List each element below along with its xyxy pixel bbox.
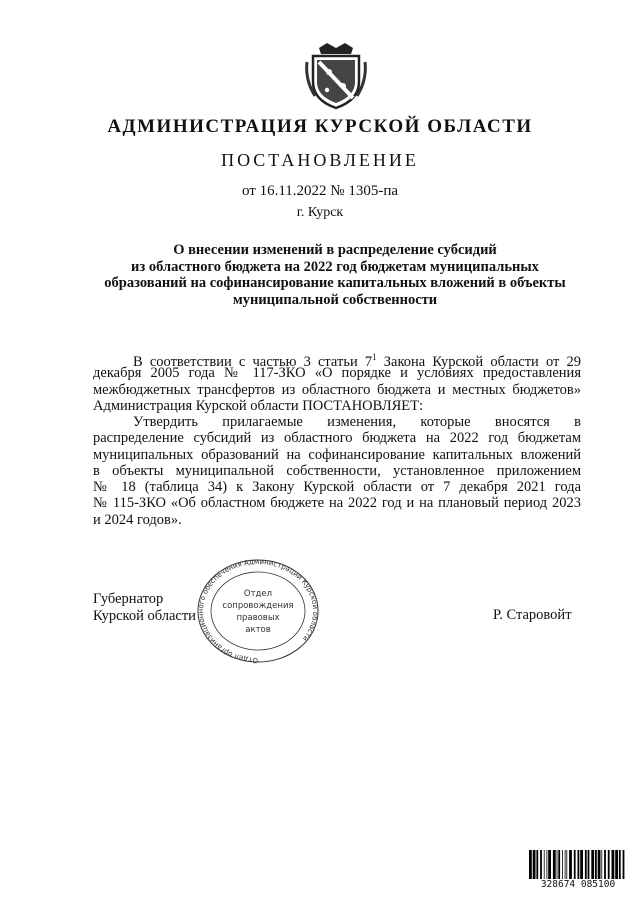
- paragraph-line: в объекты муниципальной собственности, установленное приложением: [93, 462, 581, 479]
- signer-name: Р. Старовойт: [493, 607, 572, 623]
- barcode-bar: [588, 850, 590, 880]
- stamp-line: актов: [245, 625, 271, 635]
- barcode-bar: [540, 850, 542, 880]
- barcode-bar: [615, 850, 618, 880]
- barcode-bar: [565, 850, 566, 880]
- barcode-bar: [598, 850, 601, 880]
- barcode-bar: [595, 850, 597, 880]
- barcode-bar: [558, 850, 560, 880]
- barcode-bar: [566, 850, 567, 880]
- paragraph-line: распределение субсидий из областного бюджета на 2022 год бюджетам: [93, 430, 581, 447]
- organization-name: АДМИНИСТРАЦИЯ КУРСКОЙ ОБЛАСТИ: [107, 116, 533, 137]
- barcode-bar: [578, 850, 580, 880]
- barcode-bar: [619, 850, 621, 880]
- paragraph-line: В соответствии с частью 3 статьи $7^1$ Закона Курской области от 29: [133, 352, 582, 370]
- barcode-bar: [574, 850, 576, 880]
- barcode-bar: [536, 850, 538, 880]
- paragraph-line: и 2024 годов».: [93, 511, 182, 528]
- paragraph-line: Утвердить прилагаемые изменения, которые вносятся в: [133, 414, 581, 430]
- paragraph-line: Администрация Курской области ПОСТАНОВЛЯЕТ:: [93, 397, 424, 414]
- barcode-bar: [547, 850, 548, 880]
- barcode-bar: [612, 850, 615, 880]
- body-paragraph-1: [93, 349, 581, 414]
- barcode-bar: [544, 850, 545, 880]
- subject-line: образований на софинансирование капитальных вложений в объекты: [104, 275, 566, 291]
- document-subject: [90, 242, 580, 308]
- barcode-bar: [553, 850, 556, 880]
- barcode-bar: [569, 850, 572, 880]
- barcode-bar: [585, 850, 587, 880]
- barcode-bar: [580, 850, 583, 880]
- paragraph-line: № 18 (таблица 34) к Закону Курской области от 7 декабря 2021 года: [93, 479, 581, 496]
- barcode-bar: [557, 850, 558, 880]
- document-type: ПОСТАНОВЛЕНИЕ: [221, 150, 419, 170]
- body-paragraph-2: [93, 414, 581, 528]
- barcode-number: 328674 085100: [528, 879, 628, 890]
- coat-of-arms-icon: [305, 40, 367, 110]
- paragraph-line: декабря 2005 года № 117-ЗКО «О порядке и условиях предоставления: [93, 365, 581, 382]
- svg-text:Отдел организационного обеспеч: [197, 558, 319, 664]
- document-date-number: от 16.11.2022 № 1305-па: [241, 183, 399, 199]
- document-city: г. Курск: [296, 205, 344, 220]
- barcode-bar: [529, 850, 532, 880]
- barcode-bar: [604, 850, 606, 880]
- stamp-line: сопровождения: [222, 601, 294, 611]
- paragraph-line: муниципальных образований на софинансирование капитальных вложений: [93, 446, 581, 463]
- office-stamp: [193, 558, 323, 668]
- subject-line: муниципальной собственности: [232, 291, 438, 308]
- barcode-bar: [548, 850, 551, 880]
- paragraph-line: № 115-ЗКО «Об областном бюджете на 2022 год и на плановый период 2023: [93, 495, 581, 512]
- barcode-bar: [562, 850, 563, 880]
- barcode-bar: [591, 850, 594, 880]
- subject-line: О внесении изменений в распределение субсидий: [173, 242, 497, 258]
- paragraph-line: межбюджетных трансфертов из областного бюджета и местных бюджетов»: [93, 381, 581, 398]
- barcode-bar: [601, 850, 602, 880]
- stamp-ring-text: Отдел организационного обеспечения Администрации Курской области: [197, 558, 320, 665]
- barcode-bar: [608, 850, 610, 880]
- subject-line: из областного бюджета на 2022 год бюджетам муниципальных: [131, 258, 539, 275]
- barcode-bar: [623, 850, 625, 880]
- stamp-line: Отдел: [243, 589, 273, 599]
- barcode-bar: [533, 850, 536, 880]
- signer-title: Губернатор Курской области: [93, 591, 196, 624]
- stamp-line: правовых: [236, 613, 280, 623]
